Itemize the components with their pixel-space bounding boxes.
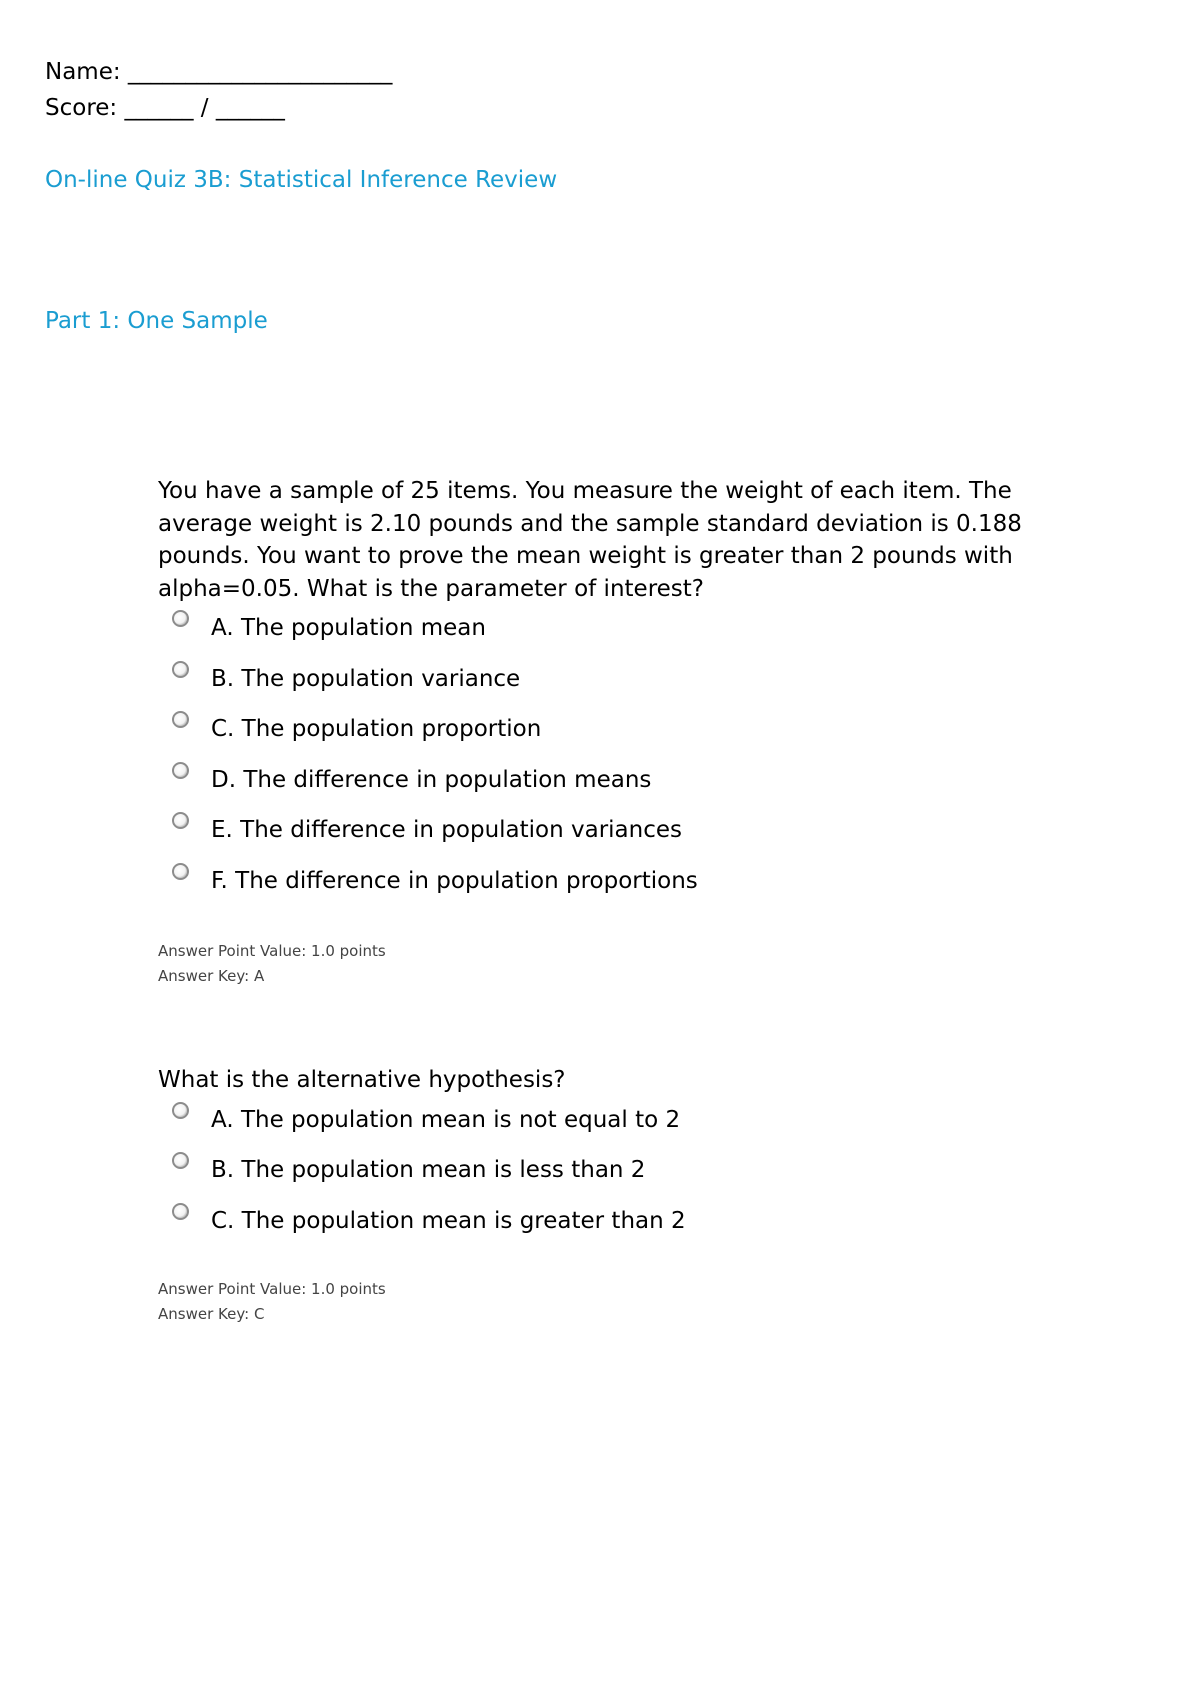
answer-options [158,1097,1088,1249]
answer-option[interactable] [158,1198,1088,1249]
question-2 [158,1064,1088,1248]
option-label: C. The population proportion [211,716,542,742]
answer-option[interactable] [158,1147,1088,1198]
answer-option[interactable] [158,656,1088,707]
option-label: D. The difference in population means [211,766,652,793]
radio-button[interactable] [172,762,189,779]
radio-button[interactable] [172,1203,189,1220]
answer-option[interactable] [158,605,1088,656]
answer-option[interactable] [158,858,1088,909]
option-label: A. The population mean [211,615,486,641]
question-text: What is the alternative hypothesis? [158,1067,566,1093]
answer-option[interactable] [158,757,1088,808]
radio-button[interactable] [172,1102,189,1119]
name-line: Name: _______________________ [45,59,393,85]
quiz-title: On-line Quiz 3B: Statistical Inference Review [45,167,558,193]
answer-key: Answer Key: C [158,1305,265,1323]
option-label: F. The difference in population proportions [211,867,698,894]
answer-option[interactable] [158,706,1088,757]
option-label: B. The population mean is less than 2 [211,1157,646,1183]
option-label: E. The difference in population variances [211,817,682,843]
option-label: C. The population mean is greater than 2 [211,1207,686,1234]
option-label: A. The population mean is not equal to 2 [211,1106,681,1133]
question-1 [158,475,1088,908]
radio-button[interactable] [172,610,189,627]
radio-button[interactable] [172,661,189,678]
question-text: You have a sample of 25 items. You measure the weight of each item. The average weight is 2.10 pounds and the sample standard deviation is 0.188 pounds. You want to prove the mean weight is greater than 2 pounds with alpha=0.05. What is the parameter of interest? [158,478,1022,602]
radio-button[interactable] [172,863,189,880]
answer-option[interactable] [158,807,1088,858]
part-title: Part 1: One Sample [45,308,268,334]
option-label: B. The population variance [211,665,521,692]
score-line: Score: ______ / ______ [45,95,285,121]
answer-options [158,605,1088,908]
answer-key: Answer Key: A [158,967,265,985]
point-value: Answer Point Value: 1.0 points [158,942,386,960]
point-value: Answer Point Value: 1.0 points [158,1280,386,1298]
radio-button[interactable] [172,812,189,829]
radio-button[interactable] [172,1152,189,1169]
answer-option[interactable] [158,1097,1088,1148]
radio-button[interactable] [172,711,189,728]
